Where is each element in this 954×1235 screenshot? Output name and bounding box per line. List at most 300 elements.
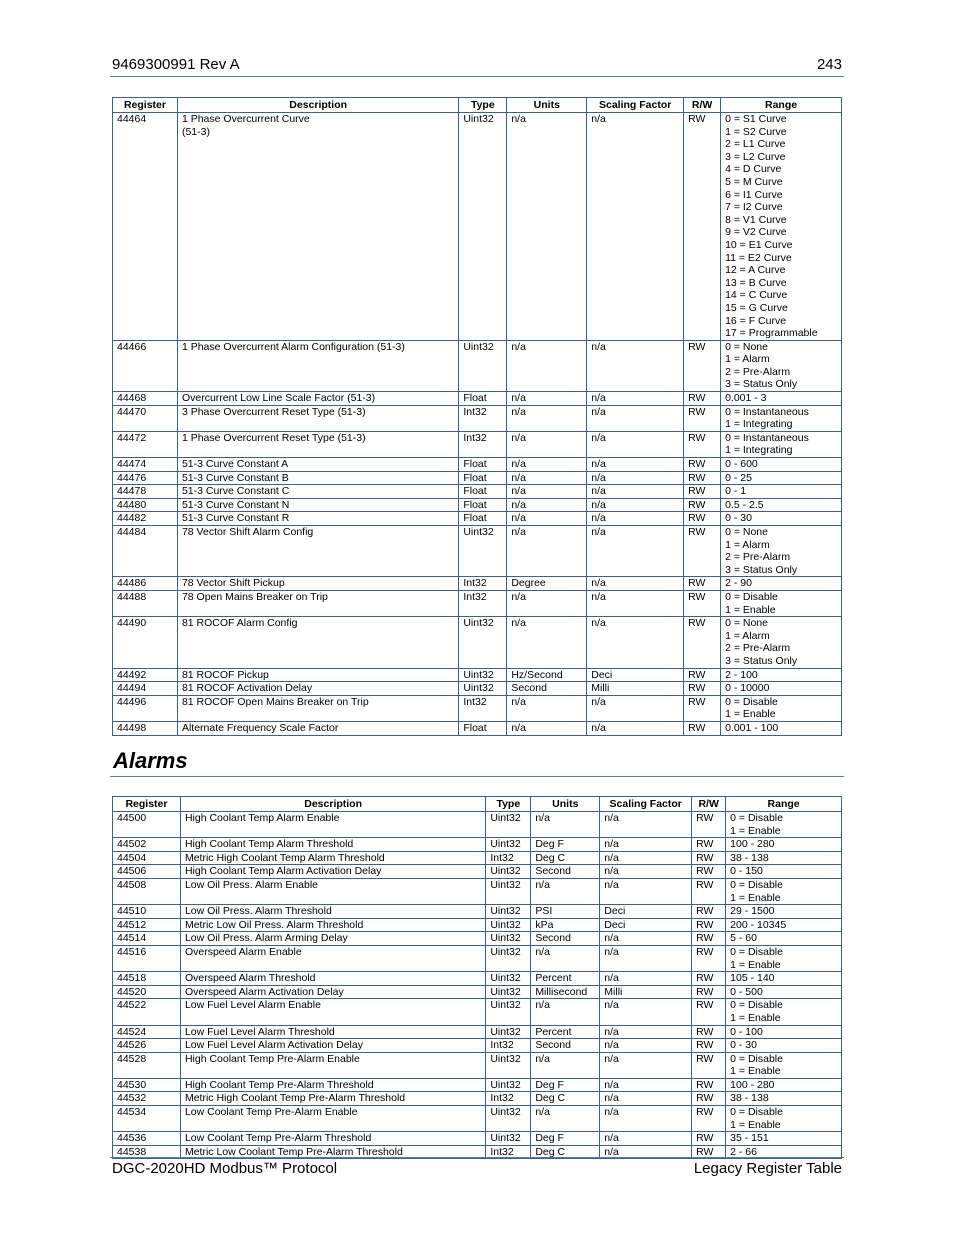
table-row — [113, 865, 842, 879]
cell-register: 44484 — [113, 526, 178, 577]
cell-units: n/a — [507, 392, 587, 406]
cell-type: Uint32 — [486, 985, 531, 999]
cell-units: Hz/Second — [507, 668, 587, 682]
table-row — [113, 590, 842, 616]
cell-range: 0 = Instantaneous 1 = Integrating — [721, 405, 842, 431]
cell-scaling-factor: Milli — [587, 682, 684, 696]
table-row — [113, 695, 842, 721]
cell-type: Int32 — [486, 1145, 531, 1159]
cell-units: n/a — [507, 113, 587, 341]
cell-rw: RW — [684, 526, 721, 577]
cell-range: 0 - 25 — [721, 471, 842, 485]
table-row — [113, 945, 842, 971]
cell-rw: RW — [692, 1145, 726, 1159]
cell-units: n/a — [507, 471, 587, 485]
cell-rw: RW — [692, 945, 726, 971]
table-row — [113, 918, 842, 932]
table-row — [113, 932, 842, 946]
cell-rw: RW — [692, 1039, 726, 1053]
cell-rw: RW — [692, 999, 726, 1025]
cell-range: 0 = None 1 = Alarm 2 = Pre-Alarm 3 = Status Only — [721, 526, 842, 577]
table-row — [113, 431, 842, 457]
cell-description: Overspeed Alarm Threshold — [180, 972, 485, 986]
footer-product: DGC-2020HD Modbus™ Protocol — [112, 1160, 338, 1177]
cell-type: Uint32 — [486, 1106, 531, 1132]
cell-description: 51-3 Curve Constant N — [177, 498, 458, 512]
cell-scaling-factor: n/a — [587, 721, 684, 735]
column-header-rw: R/W — [692, 797, 726, 812]
cell-description: 81 ROCOF Open Mains Breaker on Trip — [177, 695, 458, 721]
cell-scaling-factor: Deci — [600, 905, 692, 919]
cell-register: 44516 — [113, 945, 181, 971]
cell-type: Uint32 — [486, 812, 531, 838]
cell-rw: RW — [684, 668, 721, 682]
cell-type: Uint32 — [486, 932, 531, 946]
column-header-units: Units — [507, 98, 587, 113]
table-row — [113, 682, 842, 696]
cell-rw: RW — [684, 471, 721, 485]
cell-register: 44476 — [113, 471, 178, 485]
cell-range: 100 - 280 — [726, 1078, 842, 1092]
cell-description: Low Coolant Temp Pre-Alarm Enable — [180, 1106, 485, 1132]
table-row — [113, 526, 842, 577]
table-row — [113, 1132, 842, 1146]
cell-register: 44504 — [113, 851, 181, 865]
cell-type: Uint32 — [486, 1052, 531, 1078]
table-row — [113, 113, 842, 341]
cell-type: Uint32 — [459, 526, 507, 577]
cell-range: 0 = Disable 1 = Enable — [721, 590, 842, 616]
cell-description: 51-3 Curve Constant R — [177, 512, 458, 526]
cell-description: Metric Low Oil Press. Alarm Threshold — [180, 918, 485, 932]
cell-units: n/a — [507, 405, 587, 431]
column-header-range: Range — [721, 98, 842, 113]
cell-rw: RW — [692, 985, 726, 999]
cell-scaling-factor: n/a — [587, 617, 684, 668]
cell-units: Percent — [531, 972, 600, 986]
cell-scaling-factor: n/a — [600, 851, 692, 865]
cell-range: 35 - 151 — [726, 1132, 842, 1146]
cell-type: Int32 — [459, 695, 507, 721]
cell-register: 44524 — [113, 1025, 181, 1039]
cell-type: Float — [459, 512, 507, 526]
cell-register: 44466 — [113, 340, 178, 391]
cell-scaling-factor: Deci — [600, 918, 692, 932]
cell-range: 0.5 - 2.5 — [721, 498, 842, 512]
cell-units: n/a — [531, 999, 600, 1025]
cell-register: 44496 — [113, 695, 178, 721]
cell-type: Float — [459, 471, 507, 485]
cell-rw: RW — [692, 1092, 726, 1106]
table-row — [113, 878, 842, 904]
column-header-range: Range — [726, 797, 842, 812]
cell-units: Second — [507, 682, 587, 696]
cell-range: 0 - 1 — [721, 485, 842, 499]
cell-type: Uint32 — [486, 918, 531, 932]
cell-register: 44532 — [113, 1092, 181, 1106]
cell-description: Overspeed Alarm Enable — [180, 945, 485, 971]
cell-scaling-factor: Milli — [600, 985, 692, 999]
cell-units: Millisecond — [531, 985, 600, 999]
cell-scaling-factor: n/a — [600, 1039, 692, 1053]
cell-units: n/a — [507, 695, 587, 721]
cell-units: n/a — [507, 340, 587, 391]
cell-scaling-factor: n/a — [600, 865, 692, 879]
cell-description: Low Coolant Temp Pre-Alarm Threshold — [180, 1132, 485, 1146]
cell-register: 44468 — [113, 392, 178, 406]
cell-register: 44488 — [113, 590, 178, 616]
cell-rw: RW — [684, 431, 721, 457]
cell-range: 0 = None 1 = Alarm 2 = Pre-Alarm 3 = Status Only — [721, 340, 842, 391]
column-header-units: Units — [531, 797, 600, 812]
cell-type: Int32 — [486, 1092, 531, 1106]
cell-scaling-factor: n/a — [587, 113, 684, 341]
cell-units: n/a — [531, 878, 600, 904]
cell-description: 81 ROCOF Alarm Config — [177, 617, 458, 668]
column-header-rw: R/W — [684, 98, 721, 113]
table-row — [113, 851, 842, 865]
cell-register: 44534 — [113, 1106, 181, 1132]
cell-scaling-factor: n/a — [587, 405, 684, 431]
cell-units: Deg F — [531, 1132, 600, 1146]
cell-rw: RW — [684, 113, 721, 341]
cell-rw: RW — [692, 1132, 726, 1146]
cell-description: Metric High Coolant Temp Pre-Alarm Threshold — [180, 1092, 485, 1106]
column-header-type: Type — [459, 98, 507, 113]
cell-range: 0 - 10000 — [721, 682, 842, 696]
cell-units: Second — [531, 932, 600, 946]
cell-range: 2 - 66 — [726, 1145, 842, 1159]
cell-register: 44494 — [113, 682, 178, 696]
cell-range: 0 = Disable 1 = Enable — [726, 812, 842, 838]
page-number: 243 — [816, 56, 842, 73]
cell-description: High Coolant Temp Alarm Activation Delay — [180, 865, 485, 879]
cell-range: 38 - 138 — [726, 1092, 842, 1106]
cell-description: 51-3 Curve Constant C — [177, 485, 458, 499]
cell-register: 44474 — [113, 458, 178, 472]
cell-units: n/a — [507, 721, 587, 735]
cell-description: 51-3 Curve Constant B — [177, 471, 458, 485]
cell-type: Uint32 — [459, 668, 507, 682]
register-table-1 — [112, 97, 842, 736]
table-row — [113, 471, 842, 485]
cell-rw: RW — [692, 865, 726, 879]
cell-range: 0 = Disable 1 = Enable — [721, 695, 842, 721]
table-row — [113, 617, 842, 668]
cell-range: 29 - 1500 — [726, 905, 842, 919]
cell-description: Overspeed Alarm Activation Delay — [180, 985, 485, 999]
table-row — [113, 1078, 842, 1092]
cell-type: Int32 — [459, 431, 507, 457]
column-header-register: Register — [113, 98, 178, 113]
cell-register: 44510 — [113, 905, 181, 919]
table-body — [113, 113, 842, 736]
cell-scaling-factor: n/a — [587, 695, 684, 721]
cell-scaling-factor: n/a — [587, 340, 684, 391]
cell-type: Uint32 — [459, 682, 507, 696]
cell-register: 44512 — [113, 918, 181, 932]
table-row — [113, 340, 842, 391]
cell-rw: RW — [684, 617, 721, 668]
cell-description: High Coolant Temp Alarm Threshold — [180, 838, 485, 852]
cell-type: Float — [459, 458, 507, 472]
cell-units: n/a — [507, 512, 587, 526]
cell-description: 81 ROCOF Pickup — [177, 668, 458, 682]
cell-rw: RW — [684, 485, 721, 499]
table-row — [113, 972, 842, 986]
cell-description: High Coolant Temp Pre-Alarm Threshold — [180, 1078, 485, 1092]
cell-description: Overcurrent Low Line Scale Factor (51-3) — [177, 392, 458, 406]
cell-description: 1 Phase Overcurrent Curve (51-3) — [177, 113, 458, 341]
document-number: 9469300991 Rev A — [112, 56, 240, 73]
cell-type: Uint32 — [486, 999, 531, 1025]
cell-scaling-factor: n/a — [600, 1052, 692, 1078]
cell-rw: RW — [684, 498, 721, 512]
table-row — [113, 985, 842, 999]
cell-scaling-factor: n/a — [600, 1145, 692, 1159]
cell-range: 0 - 500 — [726, 985, 842, 999]
cell-range: 0 = None 1 = Alarm 2 = Pre-Alarm 3 = Status Only — [721, 617, 842, 668]
cell-range: 2 - 90 — [721, 577, 842, 591]
table-header-row — [113, 98, 842, 113]
cell-type: Uint32 — [486, 905, 531, 919]
cell-rw: RW — [684, 340, 721, 391]
cell-register: 44508 — [113, 878, 181, 904]
table-row — [113, 1106, 842, 1132]
cell-scaling-factor: Deci — [587, 668, 684, 682]
cell-type: Uint32 — [486, 1132, 531, 1146]
cell-scaling-factor: n/a — [587, 577, 684, 591]
cell-description: High Coolant Temp Alarm Enable — [180, 812, 485, 838]
cell-rw: RW — [684, 458, 721, 472]
cell-rw: RW — [692, 1078, 726, 1092]
cell-type: Uint32 — [459, 340, 507, 391]
cell-units: n/a — [531, 945, 600, 971]
cell-scaling-factor: n/a — [587, 471, 684, 485]
cell-units: kPa — [531, 918, 600, 932]
cell-type: Uint32 — [486, 972, 531, 986]
cell-scaling-factor: n/a — [587, 590, 684, 616]
cell-range: 38 - 138 — [726, 851, 842, 865]
cell-units: n/a — [507, 590, 587, 616]
cell-type: Uint32 — [486, 865, 531, 879]
cell-range: 0 - 100 — [726, 1025, 842, 1039]
table-row — [113, 668, 842, 682]
cell-rw: RW — [684, 405, 721, 431]
cell-description: 1 Phase Overcurrent Reset Type (51-3) — [177, 431, 458, 457]
cell-type: Float — [459, 485, 507, 499]
cell-register: 44478 — [113, 485, 178, 499]
cell-scaling-factor: n/a — [587, 498, 684, 512]
cell-units: PSI — [531, 905, 600, 919]
cell-scaling-factor: n/a — [600, 932, 692, 946]
cell-rw: RW — [684, 577, 721, 591]
table-row — [113, 1039, 842, 1053]
column-header-type: Type — [486, 797, 531, 812]
cell-units: Deg C — [531, 1092, 600, 1106]
table-row — [113, 577, 842, 591]
cell-rw: RW — [684, 512, 721, 526]
cell-rw: RW — [684, 721, 721, 735]
cell-range: 0 - 30 — [726, 1039, 842, 1053]
cell-range: 2 - 100 — [721, 668, 842, 682]
cell-units: n/a — [507, 458, 587, 472]
cell-type: Uint32 — [486, 1078, 531, 1092]
cell-type: Uint32 — [459, 113, 507, 341]
column-header-scaling-factor: Scaling Factor — [587, 98, 684, 113]
table-row — [113, 999, 842, 1025]
column-header-description: Description — [177, 98, 458, 113]
cell-scaling-factor: n/a — [600, 972, 692, 986]
cell-description: Metric Low Coolant Temp Pre-Alarm Threshold — [180, 1145, 485, 1159]
cell-register: 44528 — [113, 1052, 181, 1078]
cell-type: Uint32 — [486, 878, 531, 904]
cell-units: Percent — [531, 1025, 600, 1039]
cell-range: 0 = Instantaneous 1 = Integrating — [721, 431, 842, 457]
cell-type: Int32 — [459, 590, 507, 616]
section-title: Alarms — [113, 748, 188, 773]
cell-scaling-factor: n/a — [600, 812, 692, 838]
cell-scaling-factor: n/a — [600, 999, 692, 1025]
cell-range: 0 - 600 — [721, 458, 842, 472]
section-rule — [110, 776, 844, 777]
cell-units: Deg C — [531, 1145, 600, 1159]
cell-description: 51-3 Curve Constant A — [177, 458, 458, 472]
cell-rw: RW — [692, 878, 726, 904]
cell-register: 44482 — [113, 512, 178, 526]
cell-register: 44502 — [113, 838, 181, 852]
cell-scaling-factor: n/a — [600, 1132, 692, 1146]
footer-section: Legacy Register Table — [693, 1160, 842, 1177]
cell-type: Int32 — [486, 1039, 531, 1053]
cell-register: 44514 — [113, 932, 181, 946]
cell-description: Low Oil Press. Alarm Arming Delay — [180, 932, 485, 946]
table-row — [113, 512, 842, 526]
cell-units: n/a — [531, 1106, 600, 1132]
column-header-description: Description — [180, 797, 485, 812]
cell-scaling-factor: n/a — [600, 1092, 692, 1106]
cell-rw: RW — [692, 838, 726, 852]
cell-rw: RW — [692, 1025, 726, 1039]
cell-register: 44486 — [113, 577, 178, 591]
cell-units: Deg C — [531, 851, 600, 865]
cell-range: 5 - 60 — [726, 932, 842, 946]
cell-register: 44536 — [113, 1132, 181, 1146]
column-header-register: Register — [113, 797, 181, 812]
cell-description: 1 Phase Overcurrent Alarm Configuration (51-3) — [177, 340, 458, 391]
cell-type: Float — [459, 721, 507, 735]
cell-description: Metric High Coolant Temp Alarm Threshold — [180, 851, 485, 865]
cell-description: Low Oil Press. Alarm Enable — [180, 878, 485, 904]
cell-range: 200 - 10345 — [726, 918, 842, 932]
cell-register: 44500 — [113, 812, 181, 838]
cell-range: 0 = S1 Curve 1 = S2 Curve 2 = L1 Curve 3 = L2 Curve 4 = D Curve 5 = M Curve 6 = I1 Curve 7 = I2 Curve 8 = V1 Curve 9 = V2 Curve 10 = E1 Curve 11 = E2 Curve 12 = A Curve 13 = B Curve 14 = C Curve 15 = G Curve 16 = F Curve 17 = Programmable — [721, 113, 842, 341]
table-row — [113, 838, 842, 852]
cell-register: 44506 — [113, 865, 181, 879]
cell-units: n/a — [531, 1052, 600, 1078]
cell-type: Uint32 — [486, 1025, 531, 1039]
cell-description: Low Oil Press. Alarm Threshold — [180, 905, 485, 919]
header-rule — [110, 76, 844, 77]
cell-type: Int32 — [459, 405, 507, 431]
cell-rw: RW — [684, 392, 721, 406]
table-row — [113, 498, 842, 512]
cell-rw: RW — [692, 918, 726, 932]
cell-scaling-factor: n/a — [587, 458, 684, 472]
cell-register: 44498 — [113, 721, 178, 735]
cell-register: 44520 — [113, 985, 181, 999]
cell-range: 0 - 150 — [726, 865, 842, 879]
cell-register: 44522 — [113, 999, 181, 1025]
cell-units: n/a — [507, 617, 587, 668]
cell-range: 0 = Disable 1 = Enable — [726, 1052, 842, 1078]
cell-range: 0.001 - 100 — [721, 721, 842, 735]
cell-range: 0.001 - 3 — [721, 392, 842, 406]
cell-scaling-factor: n/a — [600, 838, 692, 852]
table-row — [113, 905, 842, 919]
table-body — [113, 812, 842, 1159]
cell-type: Uint32 — [486, 945, 531, 971]
register-table-2 — [112, 796, 842, 1159]
cell-rw: RW — [692, 851, 726, 865]
cell-register: 44492 — [113, 668, 178, 682]
page-footer — [112, 1160, 842, 1180]
cell-rw: RW — [692, 972, 726, 986]
cell-units: Second — [531, 1039, 600, 1053]
table-row — [113, 1052, 842, 1078]
cell-units: Deg F — [531, 1078, 600, 1092]
table-row — [113, 721, 842, 735]
cell-scaling-factor: n/a — [587, 485, 684, 499]
cell-rw: RW — [692, 1052, 726, 1078]
cell-range: 0 - 30 — [721, 512, 842, 526]
cell-description: Alternate Frequency Scale Factor — [177, 721, 458, 735]
footer-rule — [110, 1157, 844, 1158]
cell-description: Low Fuel Level Alarm Threshold — [180, 1025, 485, 1039]
cell-scaling-factor: n/a — [587, 512, 684, 526]
cell-units: n/a — [531, 812, 600, 838]
cell-units: n/a — [507, 526, 587, 577]
table-header-row — [113, 797, 842, 812]
cell-rw: RW — [684, 590, 721, 616]
cell-scaling-factor: n/a — [600, 1078, 692, 1092]
table-row — [113, 485, 842, 499]
cell-description: Low Fuel Level Alarm Enable — [180, 999, 485, 1025]
cell-description: 78 Vector Shift Alarm Config — [177, 526, 458, 577]
cell-type: Int32 — [486, 851, 531, 865]
cell-type: Int32 — [459, 577, 507, 591]
cell-register: 44518 — [113, 972, 181, 986]
cell-rw: RW — [684, 682, 721, 696]
cell-units: n/a — [507, 485, 587, 499]
cell-units: Second — [531, 865, 600, 879]
cell-scaling-factor: n/a — [600, 878, 692, 904]
cell-scaling-factor: n/a — [600, 1106, 692, 1132]
cell-description: 78 Vector Shift Pickup — [177, 577, 458, 591]
cell-description: Low Fuel Level Alarm Activation Delay — [180, 1039, 485, 1053]
cell-register: 44490 — [113, 617, 178, 668]
cell-range: 100 - 280 — [726, 838, 842, 852]
table-row — [113, 1092, 842, 1106]
cell-description: 3 Phase Overcurrent Reset Type (51-3) — [177, 405, 458, 431]
cell-units: n/a — [507, 498, 587, 512]
cell-scaling-factor: n/a — [600, 1025, 692, 1039]
cell-units: Deg F — [531, 838, 600, 852]
cell-range: 0 = Disable 1 = Enable — [726, 945, 842, 971]
column-header-scaling-factor: Scaling Factor — [600, 797, 692, 812]
cell-units: Degree — [507, 577, 587, 591]
cell-scaling-factor: n/a — [587, 392, 684, 406]
